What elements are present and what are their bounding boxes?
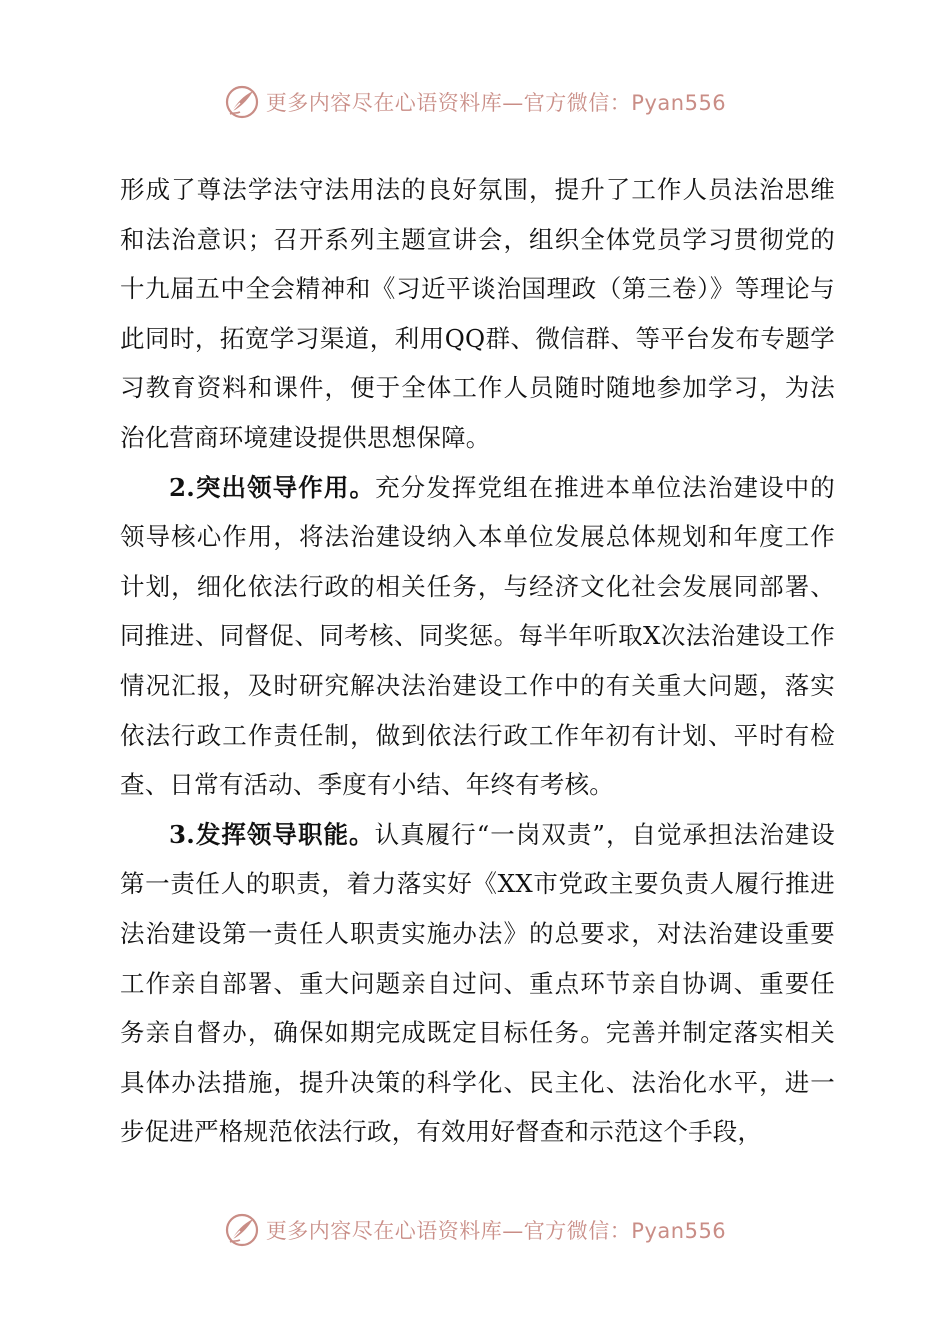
section-3-heading: 3.发挥领导职能。	[169, 819, 375, 849]
paragraph-section-3	[120, 810, 835, 1157]
document-body	[120, 165, 835, 1157]
paragraph-1: 形成了尊法学法守法用法的良好氛围，提升了工作人员法治思维和法治意识；召开系列主题宣讲会，组织全体党员学习贯彻党的十九届五中全会精神和《习近平谈治国理政（第三卷）》等理论与此同时，拓宽学习渠道，利用QQ群、微信群、等平台发布专题学习教育资料和课件，便于全体工作人员随时随地参加学习，为法治化营商环境建设提供思想保障。	[120, 175, 835, 452]
quill-pen-icon	[224, 1212, 260, 1248]
section-2-heading: 2.突出领导作用。	[169, 472, 376, 502]
quill-pen-icon	[224, 84, 260, 120]
section-2-text: 充分发挥党组在推进本单位法治建设中的领导核心作用，将法治建设纳入本单位发展总体规划和年度工作计划，细化依法行政的相关任务，与经济文化社会发展同部署、同推进、同督促、同考核、同奖惩。每半年听取X次法治建设工作情况汇报，及时研究解决法治建设工作中的有关重大问题，落实依法行政工作责任制，做到依法行政工作年初有计划、平时有检查、日常有活动、季度有小结、年终有考核。	[120, 472, 835, 800]
watermark-text: 更多内容尽在心语资料库—官方微信：Pyan556	[265, 91, 727, 115]
watermark-text: 更多内容尽在心语资料库—官方微信：Pyan556	[265, 1219, 727, 1243]
watermark-footer	[0, 1208, 950, 1252]
section-3-text: 认真履行“一岗双责”，自觉承担法治建设第一责任人的职责，着力落实好《XX市党政主要负责人履行推进法治建设第一责任人职责实施办法》的总要求，对法治建设重要工作亲自部署、重大问题亲自过问、重点环节亲自协调、重要任务亲自督办，确保如期完成既定目标任务。完善并制定落实相关具体办法措施，提升决策的科学化、民主化、法治化水平，进一步促进严格规范依法行政，有效用好督查和示范这个手段，	[120, 819, 835, 1147]
paragraph-section-2	[120, 463, 835, 810]
watermark-header	[0, 80, 950, 124]
